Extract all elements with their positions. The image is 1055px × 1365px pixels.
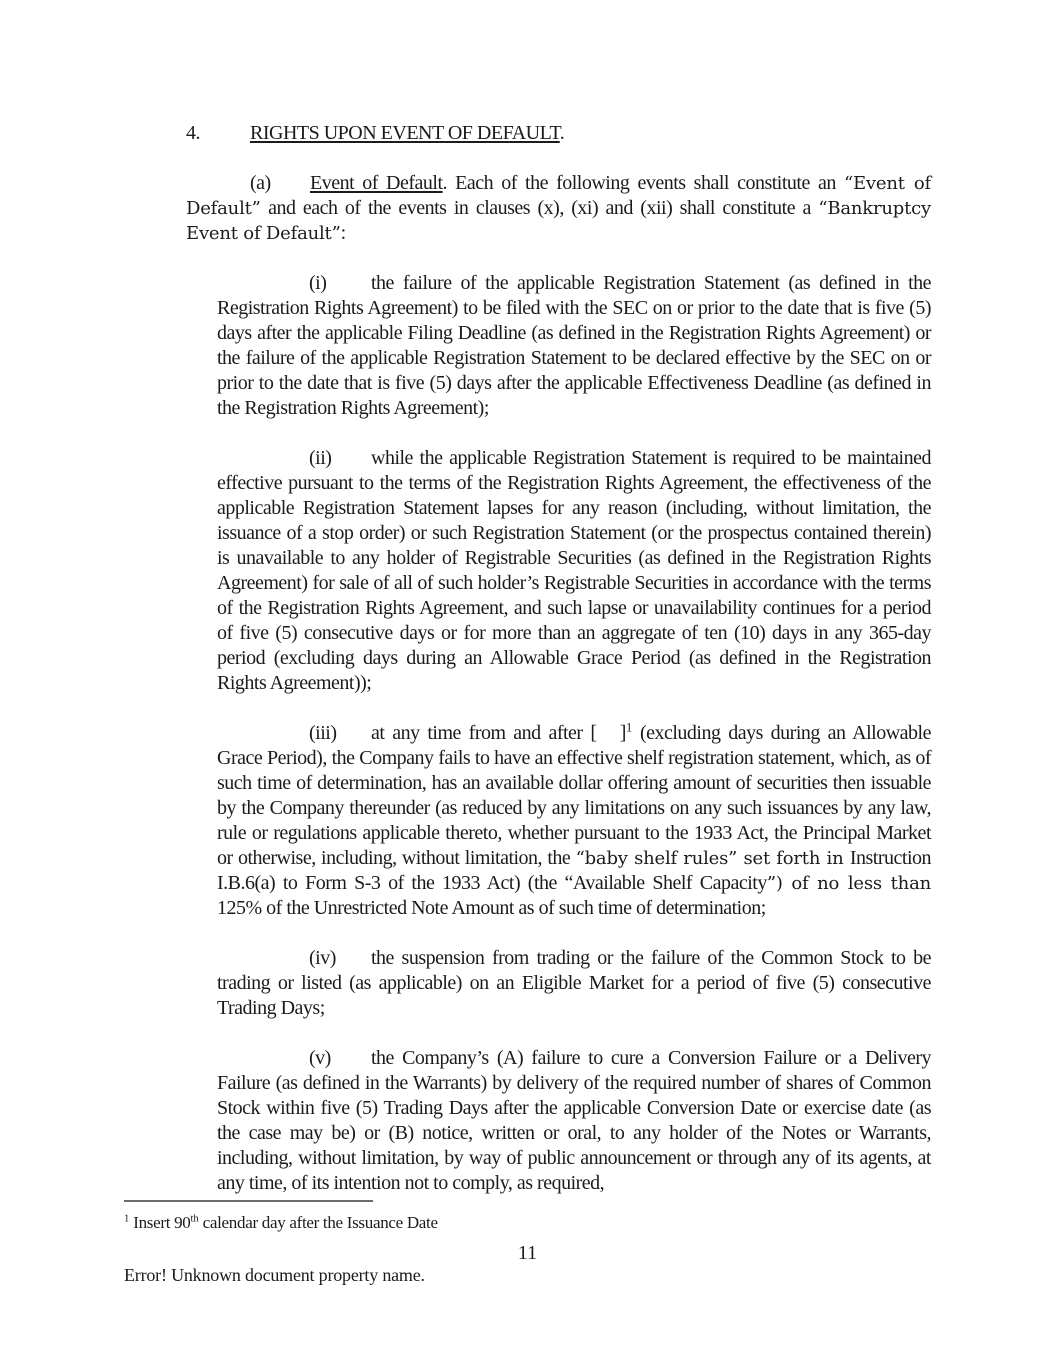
paragraph-iii [217,721,931,921]
text-segment: 125% of the Unrestricted Note Amount as of such time of determination; [217,897,766,919]
footer-error-text: Error! Unknown document property name. [124,1265,425,1285]
text-segment: ”) of no less than [766,873,931,894]
paragraph-ii [217,446,931,696]
clause-marker-a: (a) [250,172,271,194]
clause-marker-ii: (ii) [309,447,332,469]
clause-marker-i: (i) [309,272,327,294]
clause-marker-v: (v) [309,1047,331,1069]
text-segment: (excluding days during an Allowable Grace Period), the Company fails to have an effective shelf registration statement, which, as of such time of determination, has an available dollar offering amount of securities then issuable by the Company thereunder (as reduced by any limitations on any such issuances by any law, rule or regulations applicable thereto, whether pursuant to the 1933 Act, the Principal Market or otherwise, including, without limitation, the [217,722,931,869]
text-segment: and each of the events in clauses (x), (xi) and (xii) shall constitute a [260,197,819,219]
text-segment: 1 [124,1213,130,1225]
footnote-text [124,1212,764,1234]
text-segment: Event of Default [310,172,443,194]
text-segment: “Event of Default” [186,173,931,219]
paragraph-a [186,171,931,246]
paragraph-v [217,1046,931,1196]
section-heading [186,121,931,146]
text-segment: “Bankruptcy Event of Default” [186,198,931,244]
text-segment: calendar day after the Issuance Date [198,1213,438,1232]
section-title-period: . [559,122,565,144]
text-segment: Instruction I.B.6(a) to Form S-3 of the 1933 Act) (the “Available Shelf Capacity [217,847,931,894]
text-segment: the Company’s (A) failure to cure a Conversion Failure or a Delivery Failure (as defined in the Warrants) by delivery of the required number of shares of Common Stock within five (5) Trading Days after the applicable Conversion Date or exercise date (as the case may be) or (B) notice, written or oral, to any holder of the Notes or Warrants, including, without limitation, by way of public announcement or through any of its agents, at any time, of its intention not to comply, as required, [217,1047,931,1194]
document-body [124,121,931,1221]
section-number: 4. [186,122,200,144]
paragraph-i [217,271,931,421]
text-segment: 1 [625,720,633,735]
text-segment: : [340,222,346,244]
paragraph-iv [217,946,931,1021]
clause-marker-iii: (iii) [309,722,337,744]
text-segment: the failure of the applicable Registration Statement (as defined in the Registration Rights Agreement) to be filed with the SEC on or prior to the date that is five (5) days after the applicable Filing Deadline (as defined in the Registration Rights Agreement) or the failure of the applicable Registration Statement to be declared effective by the SEC on or prior to the date that is five (5) days after the applicable Effectiveness Deadline (as defined in the Registration Rights Agreement); [217,272,931,419]
clause-marker-iv: (iv) [309,947,336,969]
text-segment: the suspension from trading or the failure of the Common Stock to be trading or listed (as applicable) on an Eligible Market for a period of five (5) consecutive Trading Days; [217,947,931,1019]
text-segment: at any time from and after [ ] [371,722,626,744]
text-segment: “baby shelf rules” set forth in [575,848,850,869]
text-segment: . Each of the following events shall constitute an [442,172,844,194]
section-title: RIGHTS UPON EVENT OF DEFAULT [250,122,560,144]
page-number: 11 [517,1242,538,1264]
text-segment: Insert 90 [129,1213,191,1232]
footnote-separator [124,1200,373,1202]
text-segment: th [190,1213,199,1225]
text-segment: while the applicable Registration Statement is required to be maintained effective pursuant to the terms of the Registration Rights Agreement, the effectiveness of the applicable Registration Statement lapses for any reason (including, without limitation, the issuance of a stop order) or such Registration Statement (or the prospectus contained therein) is unavailable to any holder of Registrable Securities (as defined in the Registration Rights Agreement) for sale of all of such holder’s Registrable Securities in accordance with the terms of the Registration Rights Agreement, and such lapse or unavailability continues for a period of five (5) consecutive days or for more than an aggregate of ten (10) days in any 365-day period (excluding days during an Allowable Grace Period (as defined in the Registration Rights Agreement)); [217,447,931,694]
